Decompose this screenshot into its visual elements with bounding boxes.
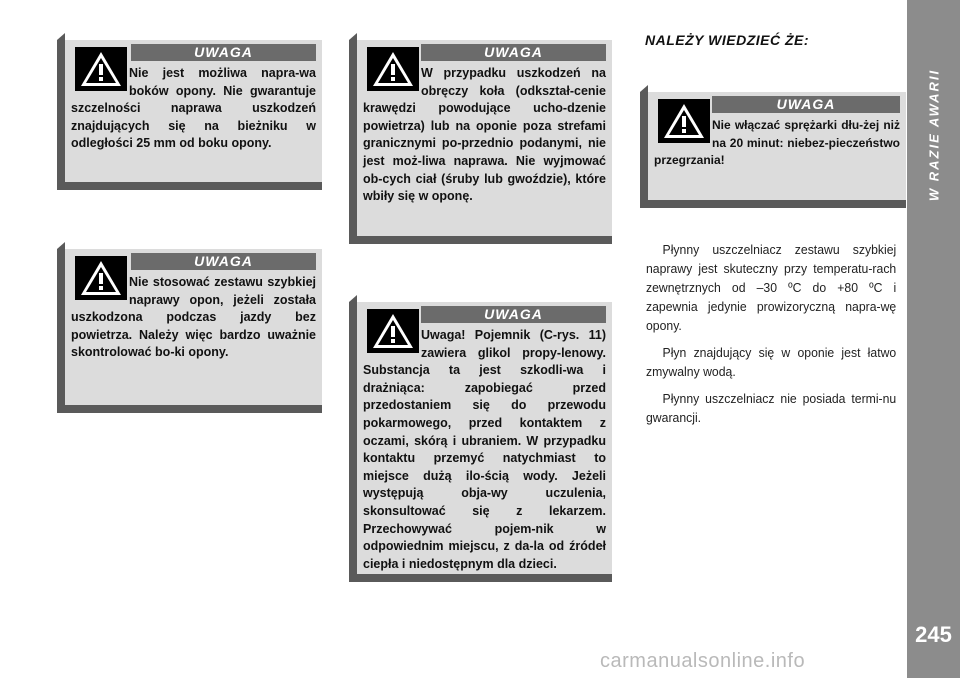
paragraph: Płynny uszczelniacz nie posiada termi-nu gwarancji. <box>646 391 897 425</box>
section-side-title <box>907 45 960 225</box>
warning-text <box>363 327 606 573</box>
warning-box-flat-driving <box>57 249 322 413</box>
warning-box-glycol <box>349 302 612 582</box>
page-number: 245 <box>915 622 952 647</box>
warning-heading: UWAGA <box>421 44 606 61</box>
warning-heading: UWAGA <box>131 253 316 270</box>
paragraph: Płyn znajdujący się w oponie jest łatwo zmywalny wodą. <box>646 345 897 379</box>
warning-text-body: Nie stosować zestawu szybkiej naprawy opon, jeżeli została uszkodzona podczas jazdy bez powietrza. Należy więc bardzo uważnie skontrolować bo-ki opony. <box>71 275 316 360</box>
warning-text-body: W przypadku uszkodzeń na obręczy koła (odkształ-cenie krawędzi powodujące ucho-dzenie powietrza) lub na oponie poza strefami granicznymi po-przednio podanymi, nie jest moż-liwa naprawa. Nie wyjmować ob-cych ciał (śruby lub gwoździe), które wbiły się w oponę. <box>363 66 606 204</box>
paragraph: Płynny uszczelniacz zestawu szybkiej naprawy jest skuteczny przy temperatu-rach zewnętrznych od –30 ºC do +80 ºC i zapewnia jedynie prowizoryczną napra-wę opony. <box>646 242 897 333</box>
warning-text <box>654 117 900 170</box>
warning-text <box>363 65 606 206</box>
warning-text-body: Nie włączać sprężarki dłu-żej niż na 20 minut: niebez-pieczeństwo przegrzania! <box>654 118 900 168</box>
warning-text <box>71 274 316 362</box>
warning-text-body: Uwaga! Pojemnik (C-rys. 11) zawiera glikol propy-lenowy. Substancja ta jest szkodli-wa i drażniąca: zapobiegać przed przedostaniem się do przewodu pokarmowego, przed kontaktem z oczami, skórą i ubraniem. W przypadku kontaktu przemyć natychmiast to miejsce dużą ilo-ścią wody. Jeżeli występują obja-wy uczulenia, skonsultować się z lekarzem. Przechowywać pojem-nik w odpowiednim miejscu, z da-la od źródeł ciepła i niedostępnym dla dzieci. <box>363 328 606 571</box>
warning-heading: UWAGA <box>131 44 316 61</box>
watermark: carmanualsonline.info <box>600 650 806 672</box>
warning-heading: UWAGA <box>712 96 900 113</box>
body-text <box>646 240 896 435</box>
warning-box-compressor <box>640 92 906 208</box>
section-side-title-text: W RAZIE AWARII <box>926 68 941 202</box>
section-title: NALEŻY WIEDZIEĆ ŻE: <box>645 32 810 48</box>
warning-text <box>71 65 316 153</box>
warning-box-sidewall <box>57 40 322 190</box>
warning-box-rim-damage <box>349 40 612 244</box>
warning-heading: UWAGA <box>421 306 606 323</box>
warning-text-body: Nie jest możliwa napra-wa boków opony. Nie gwarantuje szczelności naprawa uszkodzeń znajdujących się na bieżniku w odległości 25 mm od boku opony. <box>71 66 316 151</box>
